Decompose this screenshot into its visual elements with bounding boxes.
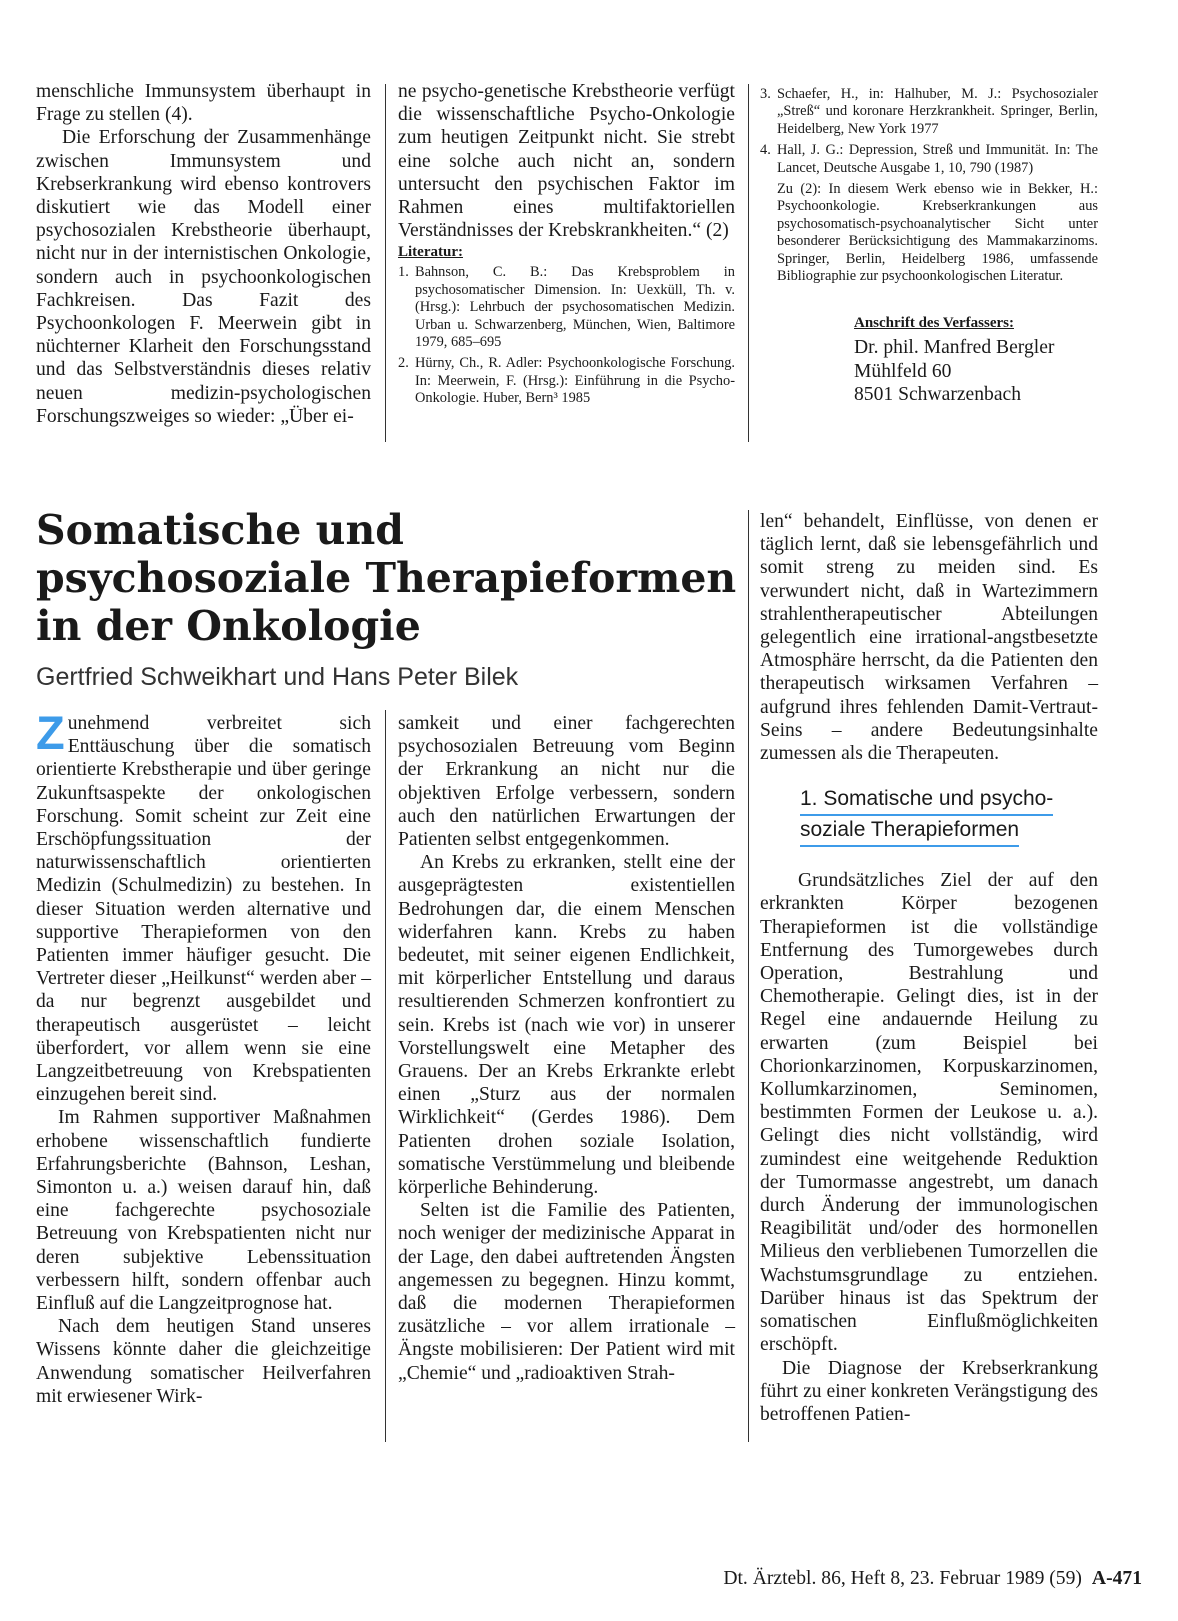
- paragraph: Die Erforschung der Zusammenhänge zwischen Immunsystem und Krebserkrankung wird ebenso kontrovers diskutiert wie das Modell einer psychosozialen Krebstheorie überhaupt, nicht nur in der internistischen Onkologie, sondern auch in psychoonkologischen Fachkreisen. Das Fazit des Psychoonkologen F. Meerwein gibt in nüchterner Klarheit den Forschungsstand und das Selbstverständnis dieses relativ neuen medizin-psychologischen Forschungszweiges so wieder: „Über ei-: [36, 127, 371, 427]
- section-heading: [800, 785, 1098, 847]
- top-column-3: [760, 86, 1098, 406]
- paragraph: Selten ist die Familie des Patienten, noch weniger der medizinische Apparat in der Lage, den dabei auftretenden Ängsten angemessen zu begegnen. Hinzu kommt, daß die modernen Therapieformen zusätzliche – vor allem irrationale – Ängste mobilisieren: Der Patient wird mit „Chemie“ und „radioaktiven Strah-: [398, 1200, 735, 1384]
- paragraph: An Krebs zu erkranken, stellt eine der ausgeprägtesten existentiellen Bedrohungen dar, die einem Menschen widerfahren kann. Krebs zu haben bedeutet, mit seiner eigenen Endlichkeit, mit körperlicher Entstellung und daraus resultierenden Schmerzen konfrontiert zu sein. Krebs ist (nach wie vor) in unserer Vorstellungswelt eine Metapher des Grauens. Der an Krebs Erkrankte erlebt einen „Sturz aus der normalen Wirklichkeit“ (Gerdes 1986). Dem Patienten drohen soziale Isolation, somatische Verstümmelung und bleibende körperliche Behinderung.: [398, 852, 735, 1199]
- article-column-1: [36, 706, 371, 1408]
- address-line: Dr. phil. Manfred Bergler: [854, 337, 1055, 359]
- paragraph: Nach dem heutigen Stand unseres Wissens könnte daher die gleichzeitige Anwendung somatischer Heilverfahren mit erwiesener Wirk-: [36, 1316, 371, 1407]
- reference-list: [398, 264, 735, 407]
- section-heading-line: 1. Somatische und psycho-: [800, 785, 1053, 816]
- reference-item: 1. Bahnson, C. B.: Das Krebsproblem in psychosomatischer Dimension. In: Uexküll, Th. v. (Hrsg.): Lehrbuch der psychosomatischen Medizin. Urban u. Schwarzenberg, München, Wien, Baltimore 1979, 685–695: [398, 264, 735, 351]
- drop-cap: Z: [36, 706, 65, 759]
- article-column-3: [760, 510, 1098, 1426]
- paragraph: ne psycho-genetische Krebstheorie verfügt die wissenschaftliche Psycho-Onkologie zum heutigen Zeitpunkt nicht. Sie strebt eine solche auch nicht an, sondern untersucht den psychischen Faktor im Rahmen eines multifaktoriellen Verständnisses der Krebskrankheiten.“ (2): [398, 81, 735, 242]
- article-title: [36, 506, 756, 650]
- journal-citation: Dt. Ärztebl. 86, Heft 8, 23. Februar 1989 (59): [723, 1568, 1082, 1589]
- reference-note: Zu (2): In diesem Werk ebenso wie in Bekker, H.: Psychoonkologie. Krebserkrankungen aus psychosomatisch-psychoanalytischer Sicht unter besonderer Berücksichtigung des Mammakarzinoms. Springer, Berlin, Heidelberg 1986, umfassende Bibliographie zur psychoonkologischen Literatur.: [777, 181, 1098, 285]
- literature-heading: Literatur:: [398, 244, 463, 261]
- paragraph: samkeit und einer fachgerechten psychosozialen Betreuung vom Beginn der Erkrankung an nicht nur die objektiven Erfolge verbessern, sondern auch den natürlichen Erwartungen der Patienten selbst entgegenkommen.: [398, 713, 735, 851]
- address-label: Anschrift des Verfassers:: [854, 315, 1014, 332]
- author-address: [854, 315, 1098, 406]
- paragraph: Zunehmend verbreitet sich Enttäuschung über die somatisch orientierte Krebstherapie und über geringe Zukunftsaspekte der onkologischen Forschung. Somit scheint zur Zeit eine Erschöpfungssituation der naturwissenschaftlich orientierten Medizin (Schulmedizin) zu bestehen. In dieser Situation werden alternative und supportive Therapieformen von den Patienten immer häufiger gesucht. Die Vertreter dieser „Heilkunst“ werden aber – da nur begrenzt ausgebildet und therapeutisch ausgerüstet – leicht überfordert, vor allem wenn sie eine Langzeitbetreuung von Krebspatienten einzugehen bereit sind.: [36, 706, 371, 1106]
- address-line: 8501 Schwarzenbach: [854, 383, 1022, 405]
- reference-list: [760, 86, 1098, 177]
- reference-item: 2. Hürny, Ch., R. Adler: Psychoonkologische Forschung. In: Meerwein, F. (Hrsg.): Einführung in die Psycho-Onkologie. Huber, Bern³ 1985: [398, 355, 735, 407]
- paragraph: menschliche Immunsystem überhaupt in Frage zu stellen (4).: [36, 81, 371, 126]
- top-column-1: [36, 80, 371, 428]
- paragraph: len“ behandelt, Einflüsse, von denen er täglich lernt, daß sie lebensgefährlich und somit streng zu meiden sind. Es verwundert nicht, daß in Wartezimmern strahlentherapeutischer Abteilungen gelegentlich eine irrational-angstbesetzte Atmosphäre herrscht, da die Patienten den therapeutisch wirksamen Verfahren – aufgrund ihres fehlenden Damit-Vertraut-Seins – andere Bedeutungsinhalte zumessen als die Therapeuten.: [760, 511, 1098, 765]
- title-line: psychosoziale Therapieformen: [36, 554, 737, 602]
- article-authors: Gertfried Schweikhart und Hans Peter Bilek: [36, 663, 519, 691]
- section-body: [760, 869, 1098, 1426]
- page-number: A-471: [1091, 1568, 1142, 1589]
- reference-item: 4. Hall, J. G.: Depression, Streß und Immunität. In: The Lancet, Deutsche Ausgabe 1, 10, 790 (1987): [760, 142, 1098, 176]
- section-heading-line: soziale Therapieformen: [800, 816, 1019, 847]
- address-line: Mühlfeld 60: [854, 360, 952, 382]
- paragraph: Im Rahmen supportiver Maßnahmen erhobene wissenschaftlich fundierte Erfahrungsberichte (Bahnson, Leshan, Simonton u. a.) weisen darauf hin, daß eine fachgerechte psychosoziale Betreuung von Krebspatienten nicht nur deren subjektive Lebenssituation verbessern hilft, sondern offenbar auch Einfluß auf die Langzeitprognose hat.: [36, 1107, 371, 1315]
- column-divider: [385, 84, 386, 442]
- page-footer: [723, 1568, 1142, 1590]
- paragraph: Grundsätzliches Ziel der auf den erkrankten Körper bezogenen Therapieformen ist die vollständige Entfernung des Tumorgewebes durch Operation, Bestrahlung und Chemotherapie. Gelingt dies, ist in der Regel eine andauernde Heilung zu erwarten (zum Beispiel bei Chorionkarzinomen, Korpuskarzinomen, Kollumkarzinomen, Seminomen, bestimmten Formen der Leukose u. a.). Gelingt dies nicht vollständig, wird zumindest eine weitgehende Reduktion der Tumormasse angestrebt, um danach durch Änderung der immunologischen Reagibilität und/oder des hormonellen Milieus den verbliebenen Tumorzellen die Wachstumsgrundlage zu entziehen. Darüber hinaus ist das Spektrum der somatischen Einflußmöglichkeiten erschöpft.: [760, 870, 1098, 1356]
- title-line: in der Onkologie: [36, 602, 421, 650]
- article-column-2: [398, 712, 735, 1385]
- column-divider: [385, 710, 386, 1442]
- paragraph: Die Diagnose der Krebserkrankung führt zu einer konkreten Verängstigung des betroffenen Patien-: [760, 1357, 1098, 1425]
- reference-item: 3. Schaefer, H., in: Halhuber, M. J.: Psychosozialer „Streß“ und koronare Herzkrankheit. Springer, Berlin, Heidelberg, New York 1977: [760, 86, 1098, 137]
- column-divider: [748, 84, 749, 442]
- column-divider: [748, 510, 749, 1442]
- title-line: Somatische und: [36, 506, 404, 554]
- top-column-2: [398, 80, 735, 412]
